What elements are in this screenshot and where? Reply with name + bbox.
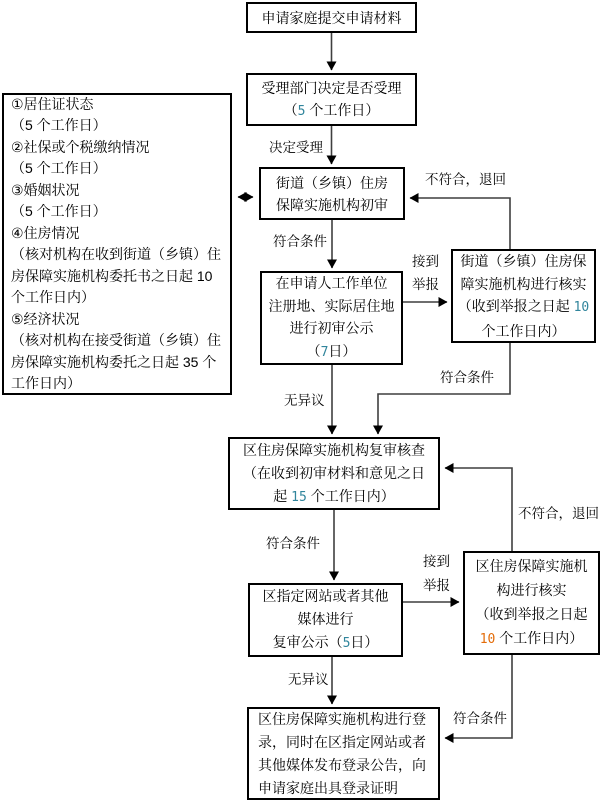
node-district-recheck: 区住房保障实施机构复审核查 （在收到初审材料和意见之日 起 15 个工作日内） <box>228 437 440 510</box>
edge-verify1-return-to-initial-review <box>410 198 510 249</box>
node-submit-text: 申请家庭提交申请材料 <box>261 9 402 26</box>
duration-number: 15 <box>291 489 307 505</box>
node-accept-line2: （5 个工作日） <box>283 101 380 119</box>
check-item-3: ③婚姻状况 <box>11 181 80 198</box>
node-acceptance-decision <box>246 73 417 126</box>
duration-number: 10 <box>573 300 590 315</box>
node-district-verify: 区住房保障实施机 构进行核实 （收到举报之日起 10 个工作日内） <box>463 551 600 655</box>
check-item-4-duration: （核对机构在收到街道（乡镇）住房保障实施机构委托书之日起 10 个工作日内） <box>11 246 221 305</box>
node-street-verify: 街道（乡镇）住房保 障实施机构进行核实 （收到举报之日起 10 个工作日内） <box>451 249 596 343</box>
duration-number: 5 <box>297 103 306 119</box>
edge-label-no-match-return-2: 不符合，退回 <box>518 506 599 521</box>
check-item-2-duration: （5 个工作日） <box>11 160 107 176</box>
edge-label-no-objection-2: 无异议 <box>288 672 329 687</box>
check-item-1-duration: （5 个工作日） <box>11 117 107 133</box>
duration-number: 10 <box>479 632 496 647</box>
node-registration <box>247 707 440 800</box>
check-item-1: ①居住证状态 <box>11 95 94 112</box>
edge-label-match-3: 符合条件 <box>266 536 320 551</box>
node-verification-items <box>2 93 232 395</box>
edge-label-no-match-return-1: 不符合，退回 <box>425 172 506 187</box>
node-street-initial-review: 街道（乡镇）住房 保障实施机构初审 <box>259 167 405 220</box>
duration-number: 5 <box>342 636 351 651</box>
node-registration-text: 区住房保障实施机构进行登录，同时在区指定网站或者其他媒体发布登录公告，向申请家庭出具登录证明 <box>258 710 426 796</box>
edge-label-report-received-2b: 举报 <box>423 578 450 593</box>
edge-label-report-received-2a: 接到 <box>423 554 450 569</box>
edge-label-report-received-1b: 举报 <box>412 277 439 292</box>
edge-label-match-4: 符合条件 <box>453 711 507 726</box>
check-item-5: ⑤经济状况 <box>11 310 80 327</box>
edge-label-report-received-1a: 接到 <box>412 254 439 269</box>
check-item-4: ④住房情况 <box>11 224 80 241</box>
node-recheck-publicity: 区指定网站或者其他 媒体进行 复审公示（5日） <box>248 583 403 657</box>
node-submit-materials <box>246 2 417 33</box>
edge-verify2-return-to-recheck <box>445 468 512 551</box>
edge-label-no-objection-1: 无异议 <box>284 393 325 408</box>
edge-label-match-2: 符合条件 <box>440 370 494 385</box>
check-item-2: ②社保或个税缴纳情况 <box>11 138 150 155</box>
node-initial-publicity: 在申请人工作单位 注册地、实际居住地 进行初审公示 （7日） <box>260 271 403 365</box>
duration-number: 7 <box>320 344 329 360</box>
check-item-3-duration: （5 个工作日） <box>11 203 107 219</box>
check-item-5-duration: （核对机构在接受街道（乡镇）住房保障实施机构委托之日起 35 个工作日内） <box>11 332 221 391</box>
edge-label-decide-accept: 决定受理 <box>269 140 323 155</box>
node-accept-line1: 受理部门决定是否受理 <box>261 79 402 96</box>
edge-label-match-1: 符合条件 <box>273 234 327 249</box>
